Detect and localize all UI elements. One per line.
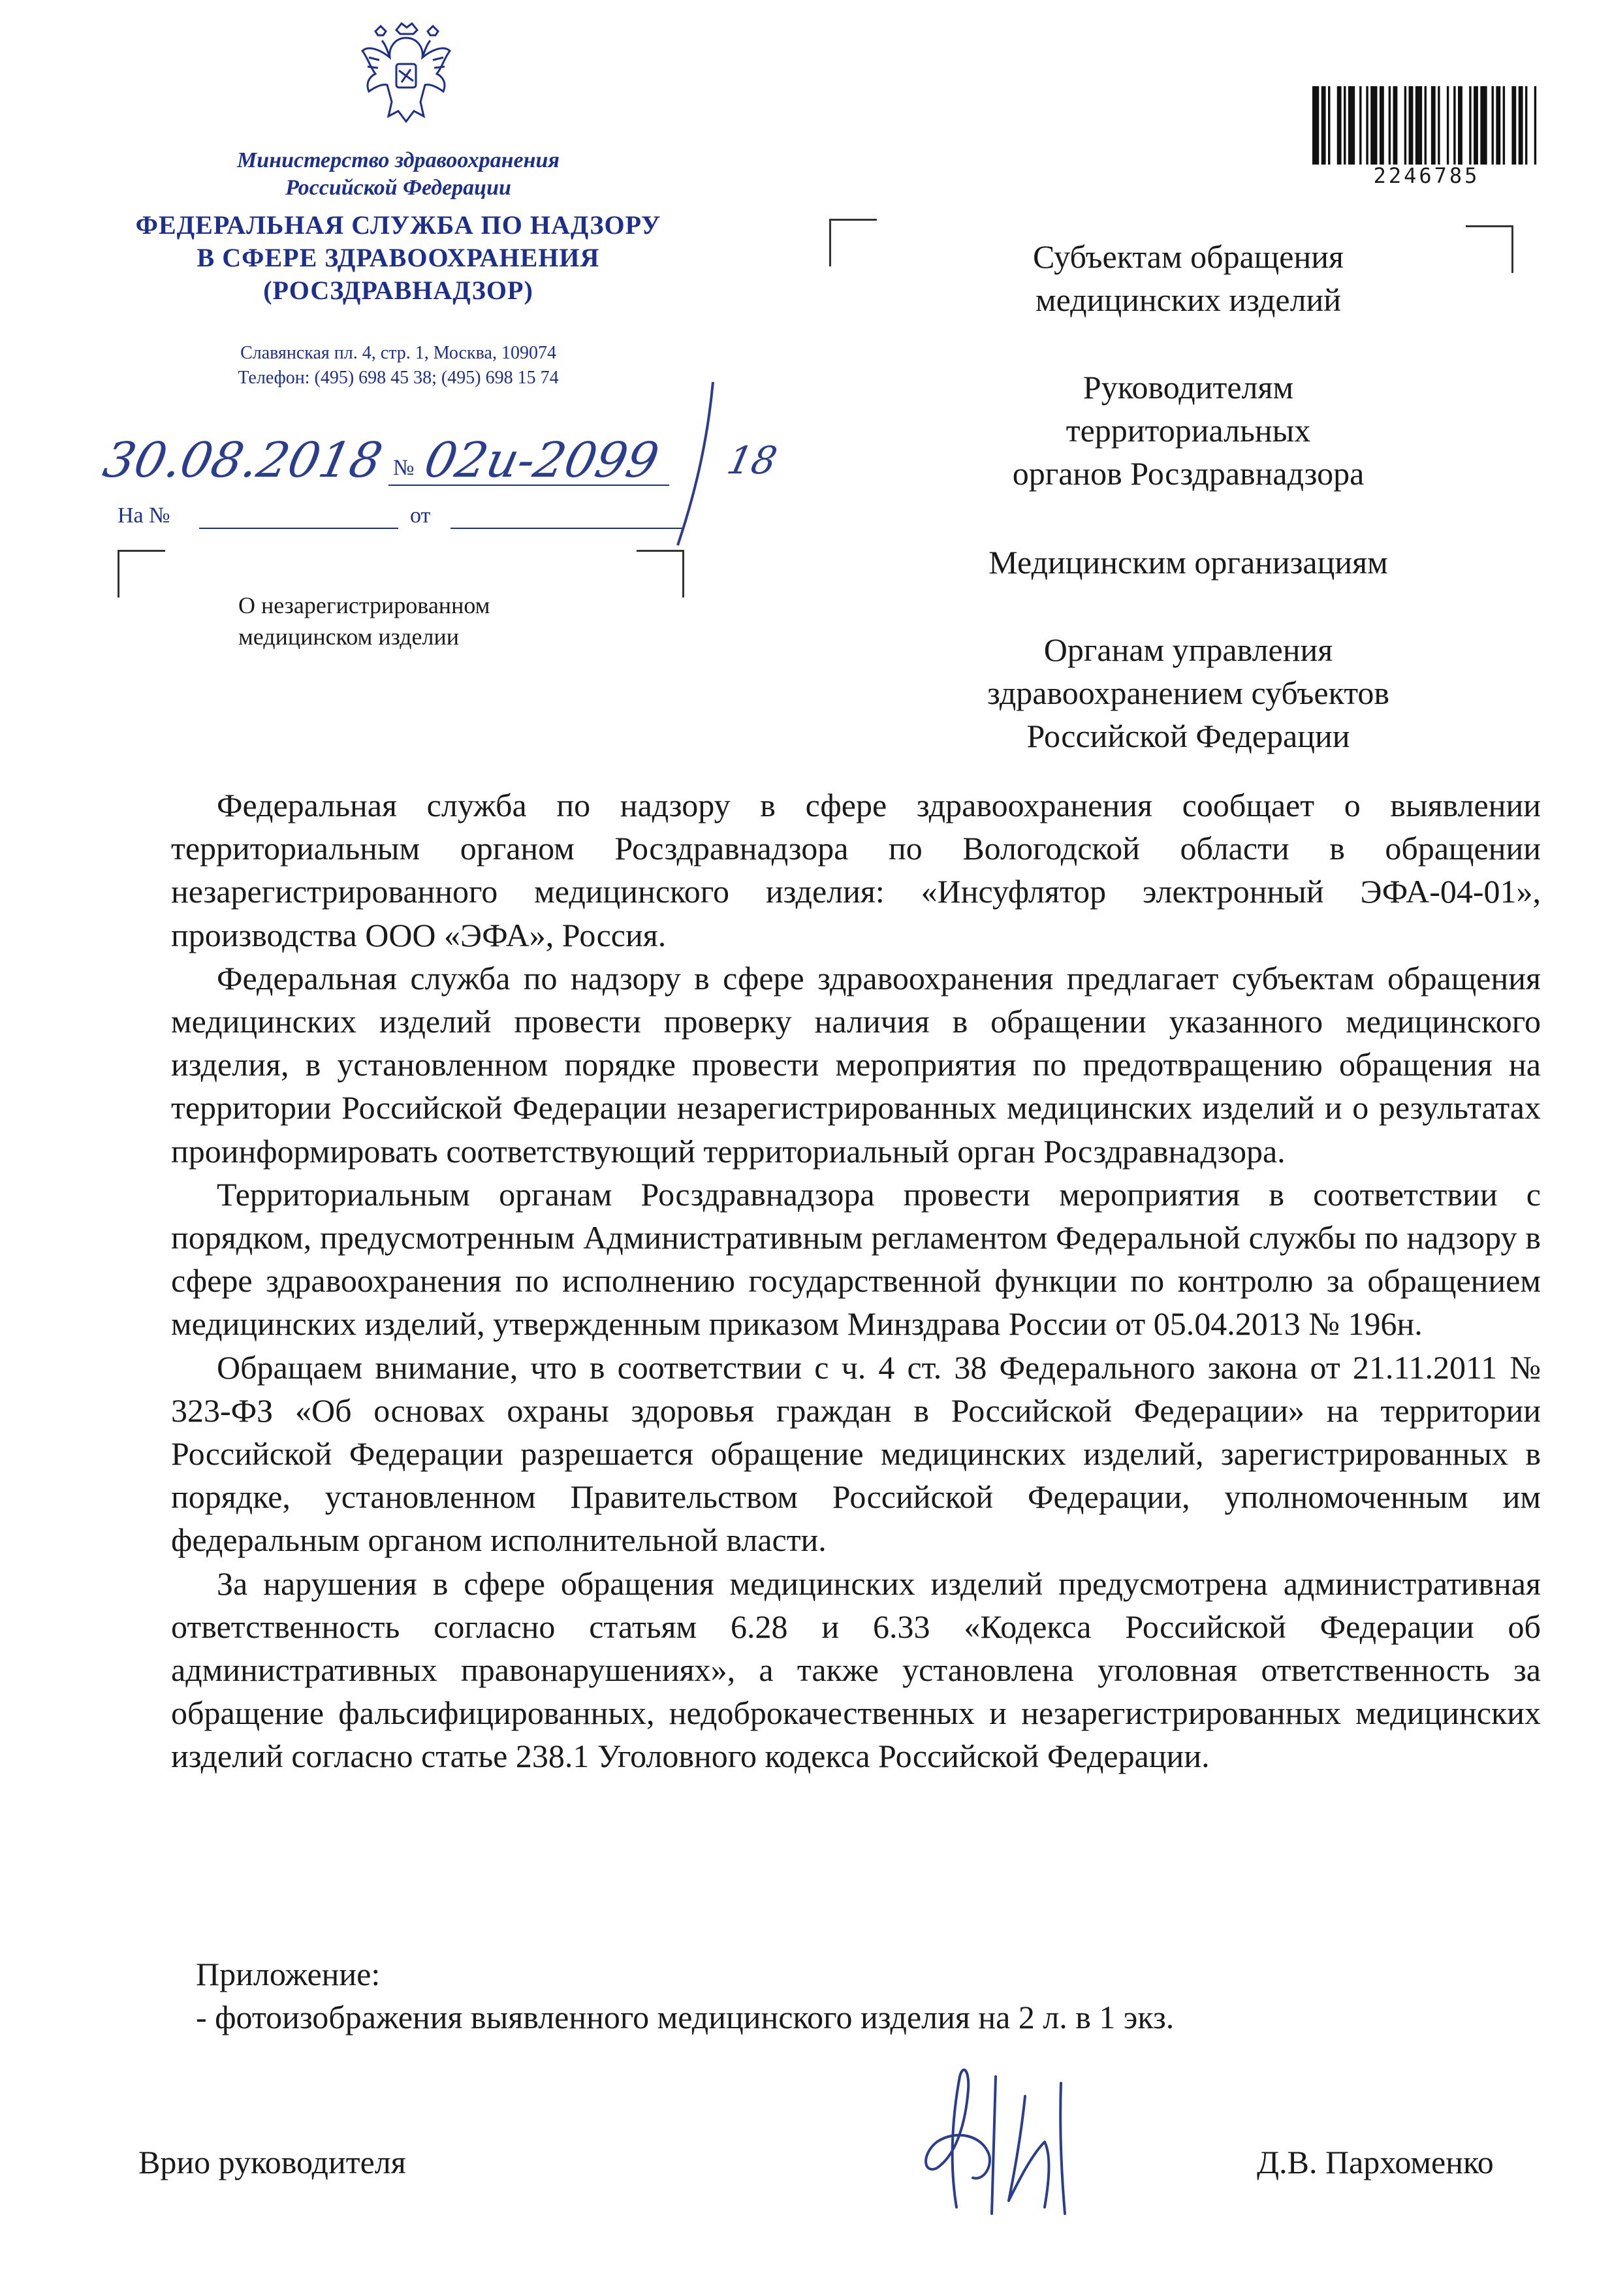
reference-date-line: [450, 528, 682, 529]
recipient-3-line-1: Медицинским организациям: [988, 544, 1388, 581]
phone-line: Телефон: (495) 698 45 38; (495) 698 15 74: [238, 368, 559, 388]
service-line-3: (РОСЗДРАВНАДЗОР): [263, 276, 533, 305]
attachment-label: Приложение:: [196, 1956, 381, 1992]
barcode-number: 2246785: [1373, 163, 1480, 188]
barcode-bar: [1438, 86, 1440, 165]
recipient-1-line-2: медицинских изделий: [1035, 281, 1342, 318]
service-line-1: ФЕДЕРАЛЬНАЯ СЛУЖБА ПО НАДЗОРУ: [135, 210, 661, 240]
recipient-bracket-left: [829, 219, 877, 266]
barcode-bar: [1321, 86, 1326, 165]
barcode-bar: [1474, 86, 1478, 165]
barcode-bar: [1496, 86, 1500, 165]
registration-date: 30.08.2018: [98, 432, 387, 488]
barcode-bar: [1337, 86, 1342, 165]
registration-number: 02и-2099: [419, 432, 664, 488]
barcode-bar: [1370, 86, 1377, 165]
registration-number-suffix: 18: [723, 438, 782, 483]
barcode: [1311, 86, 1542, 165]
coat-of-arms-emblem: [356, 18, 457, 126]
signatory-position: Врио руководителя: [138, 2144, 406, 2180]
ministry-line-2: Российской Федерации: [285, 176, 511, 200]
barcode-bar: [1409, 86, 1414, 165]
recipient-2-line-1: Руководителям: [1083, 369, 1294, 406]
barcode-bar: [1525, 86, 1527, 165]
recipient-3: [901, 541, 1476, 584]
letter-body: [171, 784, 1541, 1778]
barcode-bar: [1348, 86, 1355, 165]
barcode-bar: [1366, 86, 1368, 165]
address-block: [124, 341, 672, 391]
barcode-bar: [1380, 86, 1384, 165]
recipient-1-line-1: Субъектам обращения: [1033, 238, 1344, 275]
barcode-bar: [1453, 86, 1455, 165]
reference-from-label: от: [410, 503, 431, 528]
body-paragraph-4: Обращаем внимание, что в соответствии с ч. 4 ст. 38 Федерального закона от 21.11.2011 № 323-ФЗ «Об основах охраны здоровья граждан в Российской Федерации» на территории Российской Федерации разрешается обращение медицинских изделий, зарегистрированных в порядке, установленном Правительством Российской Федерации, уполномоченным им федеральным органом исполнительной власти.: [171, 1348, 1541, 1559]
subject-line-1: О незарегистрированном: [238, 592, 490, 618]
barcode-bar: [1503, 86, 1505, 165]
document-subject: [238, 590, 630, 652]
barcode-bar: [1458, 86, 1462, 165]
ministry-line-1: Министерство здравоохранения: [237, 148, 560, 172]
body-paragraph-2: Федеральная служба по надзору в сфере здравоохранения предлагает субъектам обращения медицинских изделий провести проверку наличия в обращении указанного медицинского изделия, в установленном порядке провести мероприятия по предотвращению обращения на территории Российской Федерации незарегистрированных медицинских изделий и о результатах проинформировать соответствующий территориальный орган Росздравнадзора.: [171, 959, 1541, 1170]
barcode-bar: [1431, 86, 1436, 165]
number-label: №: [393, 456, 415, 480]
barcode-bar: [1519, 86, 1523, 165]
recipient-4-line-2: здравоохранением субъектов: [987, 675, 1390, 711]
handwritten-signature: [911, 2057, 1120, 2227]
barcode-bar: [1425, 86, 1427, 165]
reference-number-label: На №: [118, 503, 170, 528]
address-line: Славянская пл. 4, стр. 1, Москва, 109074: [240, 343, 556, 363]
service-line-2: В СФЕРЕ ЗДРАВООХРАНЕНИЯ: [197, 243, 600, 272]
body-paragraph-3: Территориальным органам Росздравнадзора провести мероприятия в соответствии с порядком, предусмотренным Административным регламентом Федеральной службы по надзору в сфере здравоохранения по исполнению государственной функции по контролю за обращением медицинских изделий, утвержденным приказом Минздрава России от 05.04.2013 № 196н.: [171, 1175, 1541, 1343]
barcode-bar: [1328, 86, 1330, 165]
recipient-4-line-3: Российской Федерации: [1026, 718, 1350, 754]
subject-bracket-left: [118, 550, 165, 598]
barcode-bar: [1447, 86, 1449, 165]
recipient-1: [901, 235, 1476, 321]
recipient-2-line-2: территориальных: [1066, 412, 1311, 449]
barcode-bar: [1415, 86, 1422, 165]
attachment-block: [171, 1953, 1541, 2039]
recipient-2-line-3: органов Росздравнадзора: [1012, 455, 1365, 492]
body-paragraph-5: За нарушения в сфере обращения медицинских изделий предусмотрена административная ответственность согласно статьям 6.28 и 6.33 «Кодекса Российской Федерации об административных правонарушениях», а также установлена уголовная ответственность за обращение фальсифицированных, недоброкачественных и незарегистрированных медицинских изделий согласно статье 238.1 Уголовного кодекса Российской Федерации.: [171, 1565, 1541, 1775]
barcode-bar: [1359, 86, 1361, 165]
reference-number-line: [199, 528, 398, 529]
recipient-4: [901, 628, 1476, 757]
barcode-bar: [1492, 86, 1494, 165]
barcode-bar: [1344, 86, 1346, 165]
number-slash: [672, 379, 718, 549]
service-name: [85, 209, 712, 307]
recipient-2: [901, 366, 1476, 495]
barcode-bar: [1480, 86, 1487, 165]
subject-bracket-right: [637, 550, 684, 598]
barcode-bar: [1389, 86, 1391, 165]
barcode-bar: [1469, 86, 1471, 165]
body-paragraph-1: Федеральная служба по надзору в сфере здравоохранения сообщает о выявлении территориальным органом Росздравнадзора по Вологодской области в обращении незарегистрированного медицинского изделия: «Инсуфлятор электронный ЭФА-04-01», производства ООО «ЭФА», Россия.: [171, 787, 1541, 953]
signatory-name: Д.В. Пархоменко: [1257, 2144, 1494, 2180]
barcode-bar: [1511, 86, 1516, 165]
barcode-bar: [1312, 86, 1319, 165]
barcode-bar: [1534, 86, 1536, 165]
subject-line-2: медицинском изделии: [238, 624, 460, 650]
barcode-bar: [1393, 86, 1398, 165]
recipient-4-line-1: Органам управления: [1043, 631, 1333, 668]
number-underline: [388, 485, 669, 486]
attachment-item: - фотоизображения выявленного медицинского изделия на 2 л. в 1 экз.: [196, 1999, 1175, 2035]
ministry-name: [124, 147, 672, 202]
barcode-bar: [1404, 86, 1406, 165]
